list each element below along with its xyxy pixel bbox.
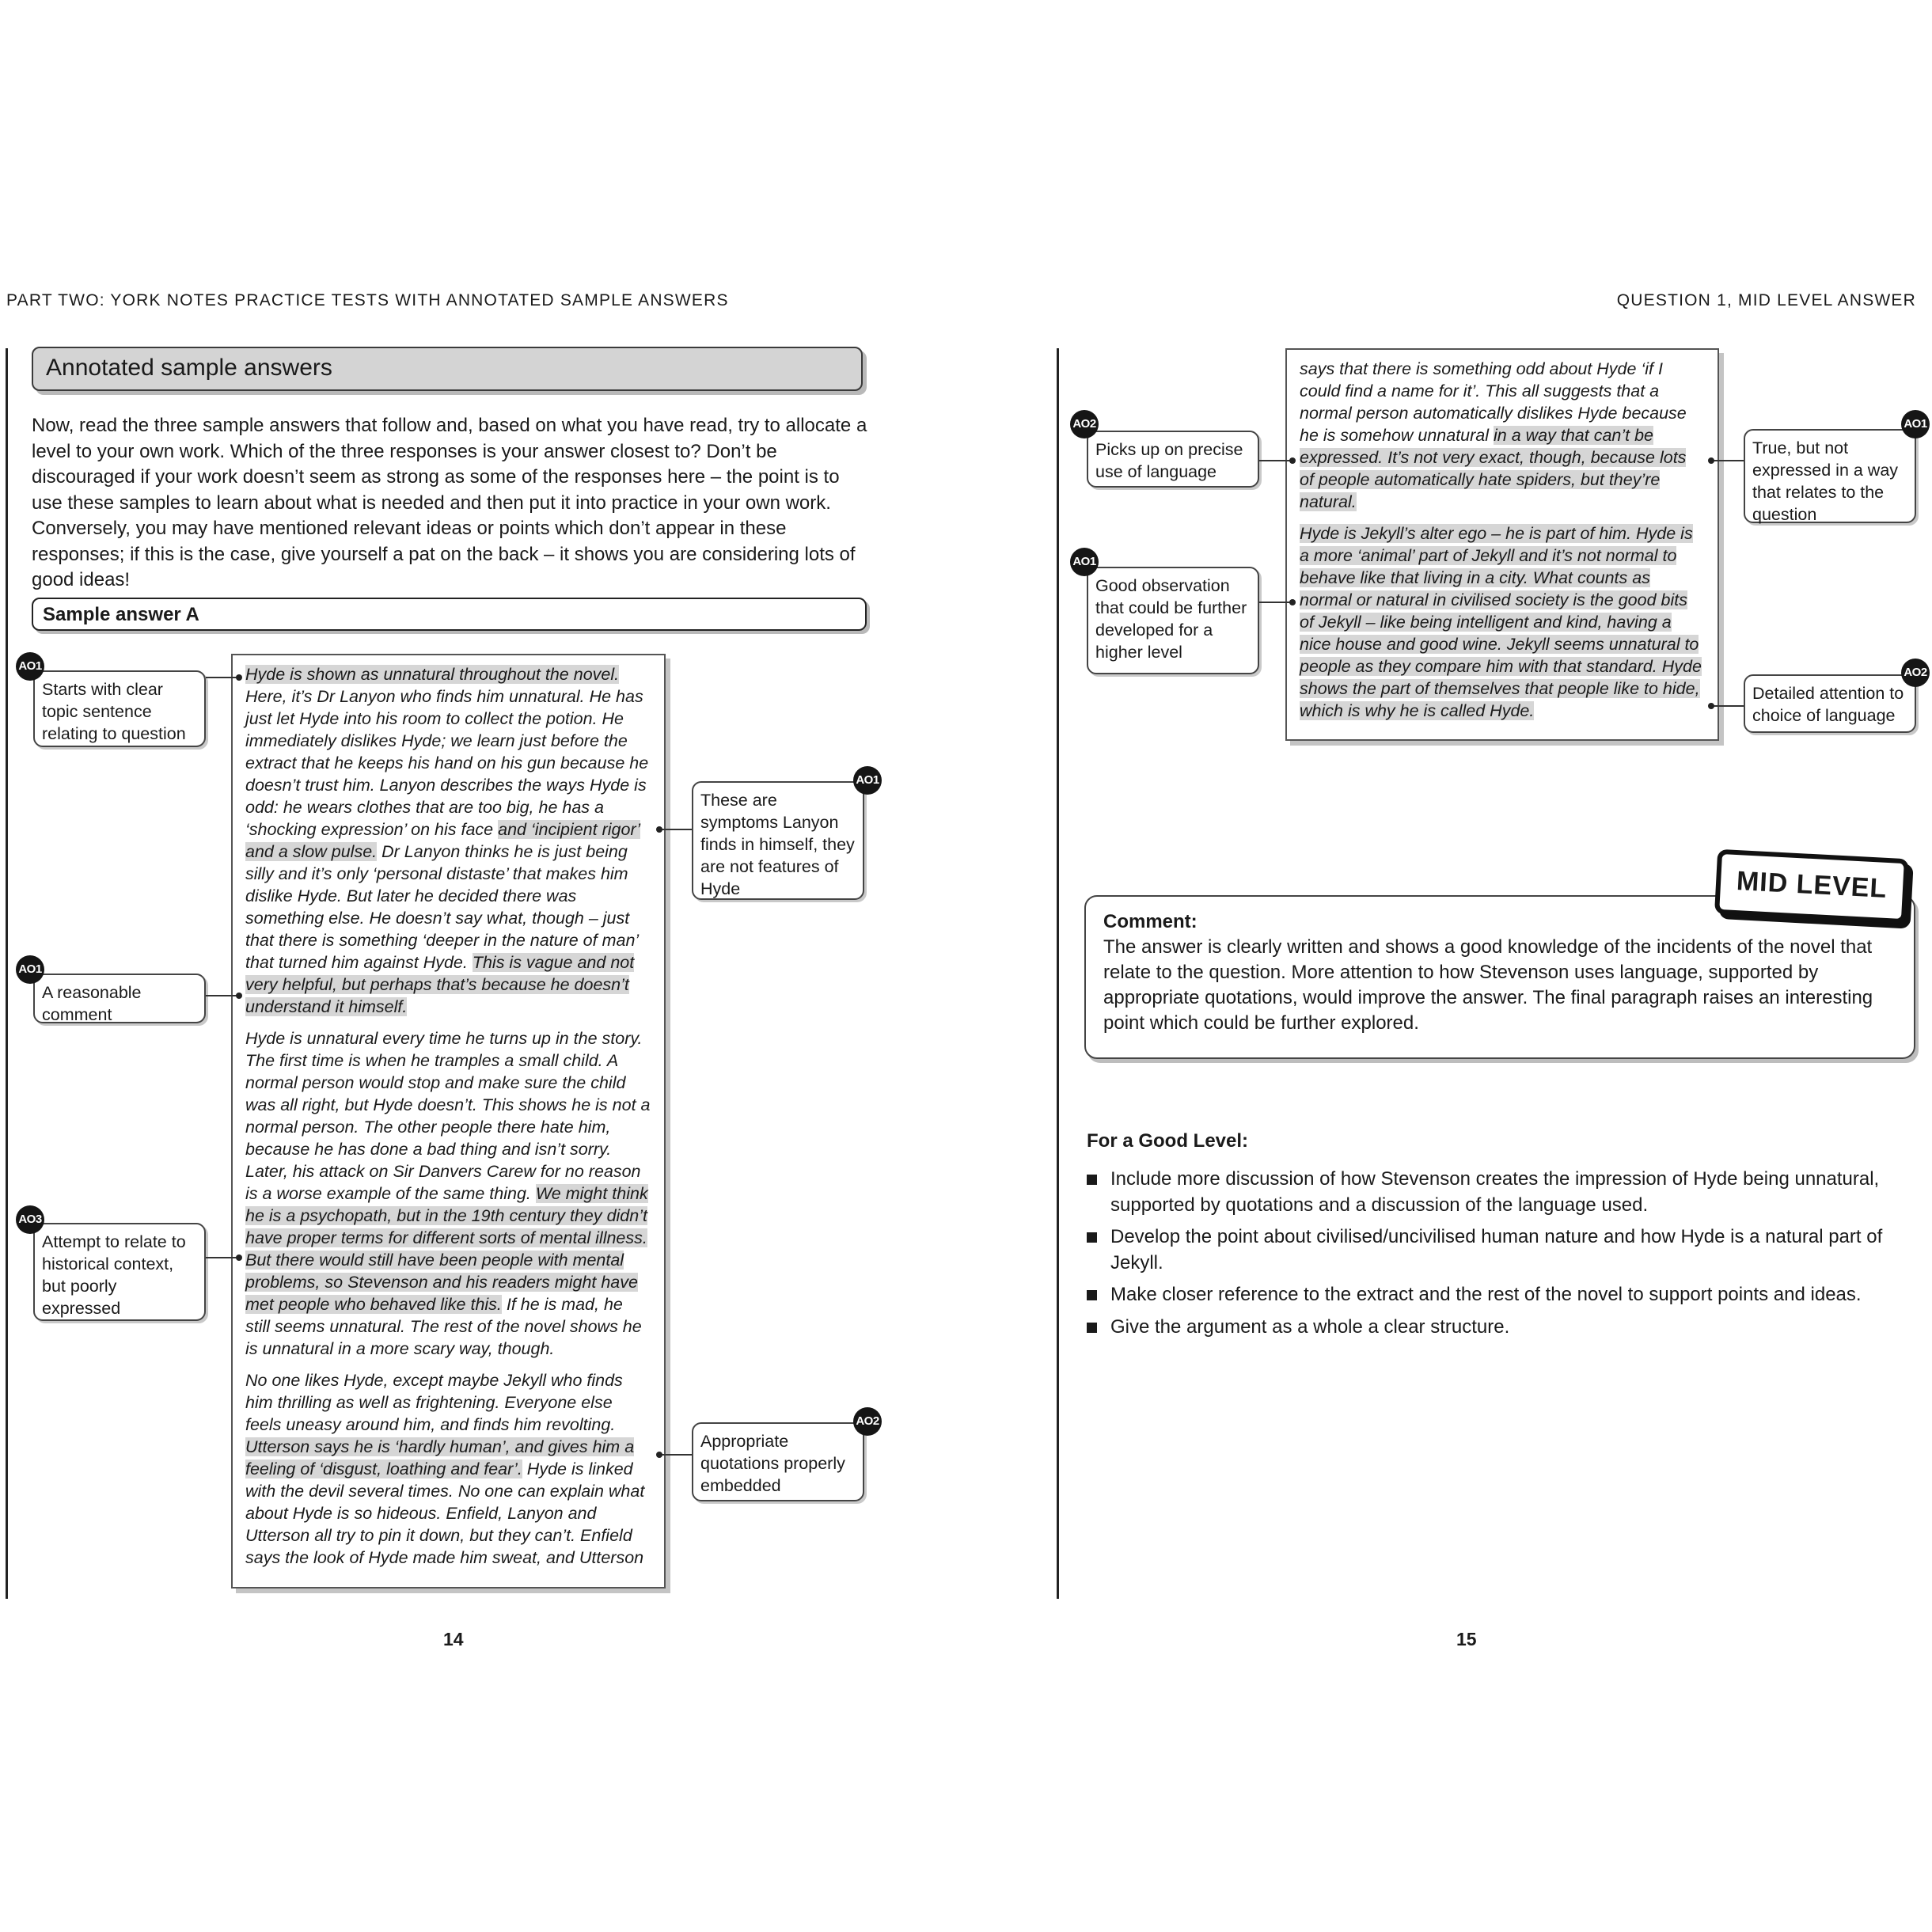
answer-text-box-right	[1285, 348, 1719, 741]
answer-text: Hyde is linked with the devil several times. No one can explain what about Hyde is so hideous. Enfield, Lanyon and Utterson all try to pin it down, but they can’t. Enfield says the look of Hyde made him sweat, and Utterson	[245, 1459, 645, 1567]
answer-paragraph	[245, 663, 651, 1018]
ao1-badge: AO1	[1901, 410, 1930, 438]
answer-text: If he is mad, he still seems unnatural. The rest of the novel shows he is unnatural in a more scary way, though.	[245, 1295, 642, 1358]
ao2-badge: AO2	[1901, 659, 1930, 687]
connector-dot	[236, 674, 242, 681]
ao1-badge: AO1	[853, 766, 882, 795]
ao1-badge: AO1	[16, 955, 44, 984]
comment-box	[1084, 895, 1915, 1059]
right-page-rule	[1057, 348, 1059, 1599]
annotation-note: These are symptoms Lanyon finds in himself, they are not features of Hyde	[692, 781, 864, 900]
answer-text: No one likes Hyde, except maybe Jekyll who finds him thrilling as well as frightening. Everyone else feels uneasy around him, and finds him revolting.	[245, 1371, 623, 1434]
annotation-note: Starts with clear topic sentence relating to question	[33, 670, 206, 747]
ao2-badge: AO2	[1070, 410, 1099, 438]
connector-line	[659, 829, 692, 830]
highlighted-text: in a way that can’t be expressed. It’s not very exact, though, because lots of people automatically hate spiders, but they’re natural.	[1300, 426, 1687, 511]
good-level-list	[1087, 1167, 1902, 1346]
answer-text: Dr Lanyon thinks he is just being silly and it’s only ‘personal distaste’ that makes him dislike Hyde. But later he decided there was something else. He doesn’t say what, though – just that there is something ‘deeper in the nature of man’ that turned him against Hyde.	[245, 842, 639, 972]
connector-line	[1259, 460, 1292, 461]
left-page-rule	[6, 348, 8, 1599]
annotation-note: True, but not expressed in a way that relates to the question	[1744, 429, 1916, 523]
ao2-badge: AO2	[853, 1407, 882, 1436]
annotation-note: Attempt to relate to historical context, but poorly expressed	[33, 1223, 206, 1321]
list-item: Include more discussion of how Stevenson creates the impression of Hyde being unnatural, supported by quotations and a discussion of the language used.	[1087, 1167, 1902, 1218]
mid-level-stamp: MID LEVEL	[1714, 849, 1909, 924]
sample-answer-heading: Sample answer A	[32, 598, 867, 631]
ao3-badge: AO3	[16, 1205, 44, 1234]
highlighted-text: This is vague and not very helpful, but perhaps that’s because he doesn’t understand it himself.	[245, 953, 635, 1016]
page-number-right: 15	[1456, 1629, 1477, 1649]
annotation-note: Good observation that could be further developed for a higher level	[1087, 567, 1259, 674]
annotation-note: Detailed attention to choice of language	[1744, 674, 1916, 733]
answer-text-box-left	[231, 654, 666, 1588]
answer-text: says that there is something odd about Hyde ‘if I could find a name for it’. This all suggests that a normal person automatically dislikes Hyde because he is somehow unnatural	[1300, 359, 1687, 445]
answer-paragraph	[1300, 522, 1705, 722]
ao1-badge: AO1	[16, 652, 44, 681]
list-item: Give the argument as a whole a clear structure.	[1087, 1315, 1902, 1341]
connector-dot	[656, 826, 662, 833]
highlighted-text: Hyde is Jekyll’s alter ego – he is part of him. Hyde is a more ‘animal’ part of Jekyll and it’s not normal to behave like that living in a city. What counts as normal or natural in civilised society is the good bits of Jekyll – like being intelligent and kind, having a nice house and good wine. Jekyll seems unnatural to people as they compare him with that standard. Hyde shows the part of themselves that people like to hide, which is why he is called Hyde.	[1300, 524, 1702, 720]
list-item: Develop the point about civilised/uncivilised human nature and how Hyde is a natural part of Jekyll.	[1087, 1224, 1902, 1276]
connector-dot	[1708, 457, 1714, 464]
connector-dot	[236, 1254, 242, 1261]
answer-paragraph	[1300, 358, 1705, 513]
running-header-left: PART TWO: YORK NOTES PRACTICE TESTS WITH ANNOTATED SAMPLE ANSWERS	[6, 291, 729, 309]
good-level-heading: For a Good Level:	[1087, 1130, 1249, 1152]
ao1-badge: AO1	[1070, 548, 1099, 576]
highlighted-text: We might think he is a psychopath, but in the 19th century they didn’t have proper terms for different sorts of mental illness. But there would still have been people with mental problems, so Stevenson and his readers might have met people who behaved like this.	[245, 1184, 648, 1314]
connector-dot	[1289, 457, 1296, 464]
connector-line	[659, 1454, 692, 1456]
list-item: Make closer reference to the extract and the rest of the novel to support points and ideas.	[1087, 1282, 1902, 1308]
answer-text: Hyde is unnatural every time he turns up in the story. The first time is when he tramples a small child. A normal person would stop and make sure the child was all right, but Hyde doesn’t. This shows he is not a normal person. The other people there hate him, because he has done a bad thing and isn’t sorry. Later, his attack on Sir Danvers Carew for no reason is a worse example of the same thing.	[245, 1029, 651, 1203]
running-header-right: QUESTION 1, MID LEVEL ANSWER	[1616, 291, 1916, 309]
connector-dot	[656, 1452, 662, 1458]
connector-line	[1259, 602, 1292, 603]
connector-dot	[1708, 703, 1714, 709]
connector-line	[206, 1257, 239, 1258]
connector-dot	[236, 993, 242, 999]
highlighted-text: Hyde is shown as unnatural throughout the novel.	[245, 665, 620, 684]
answer-text: Here, it’s Dr Lanyon who finds him unnatural. He has just let Hyde into his room to collect the potion. He immediately dislikes Hyde; we learn just before the extract that he keeps his hand on his gun because he doesn’t trust him. Lanyon describes the ways Hyde is odd: he wears clothes that are too big, he has a ‘shocking expression’ on his face	[245, 687, 649, 839]
highlighted-text: Utterson says he is ‘hardly human’, and gives him a feeling of ‘disgust, loathing and fear’.	[245, 1437, 635, 1478]
highlighted-text: and ‘incipient rigor’ and a slow pulse.	[245, 820, 641, 861]
section-title: Annotated sample answers	[32, 347, 863, 391]
connector-line	[206, 677, 239, 678]
connector-line	[1710, 460, 1744, 461]
annotation-note: Appropriate quotations properly embedded	[692, 1422, 864, 1501]
annotation-note: Picks up on precise use of language	[1087, 431, 1259, 488]
comment-text: The answer is clearly written and shows a good knowledge of the incidents of the novel that relate to the question. More attention to how Stevenson uses language, supported by appropriate quotations, would improve the answer. The final paragraph raises an interesting point which could be further explored.	[1103, 936, 1873, 1034]
connector-line	[206, 995, 239, 996]
answer-paragraph	[245, 1369, 651, 1569]
answer-paragraph	[245, 1027, 651, 1360]
comment-label: Comment:	[1103, 911, 1198, 932]
connector-line	[1710, 705, 1744, 707]
connector-dot	[1289, 599, 1296, 605]
annotation-note: A reasonable comment	[33, 974, 206, 1023]
intro-paragraph: Now, read the three sample answers that follow and, based on what you have read, try to allocate a level to your own work. Which of the three responses is your answer closest to? Don’t be discouraged if your work doesn’t seem as strong as some of the responses here – the point is to use these samples to learn about what is needed and then put it into practice in your own work. Conversely, you may have mentioned relevant ideas or points which don’t appear in these responses; if this is the case, give yourself a pat on the back – it shows you are considering lots of good ideas!	[32, 415, 867, 590]
page-number-left: 14	[443, 1629, 464, 1649]
